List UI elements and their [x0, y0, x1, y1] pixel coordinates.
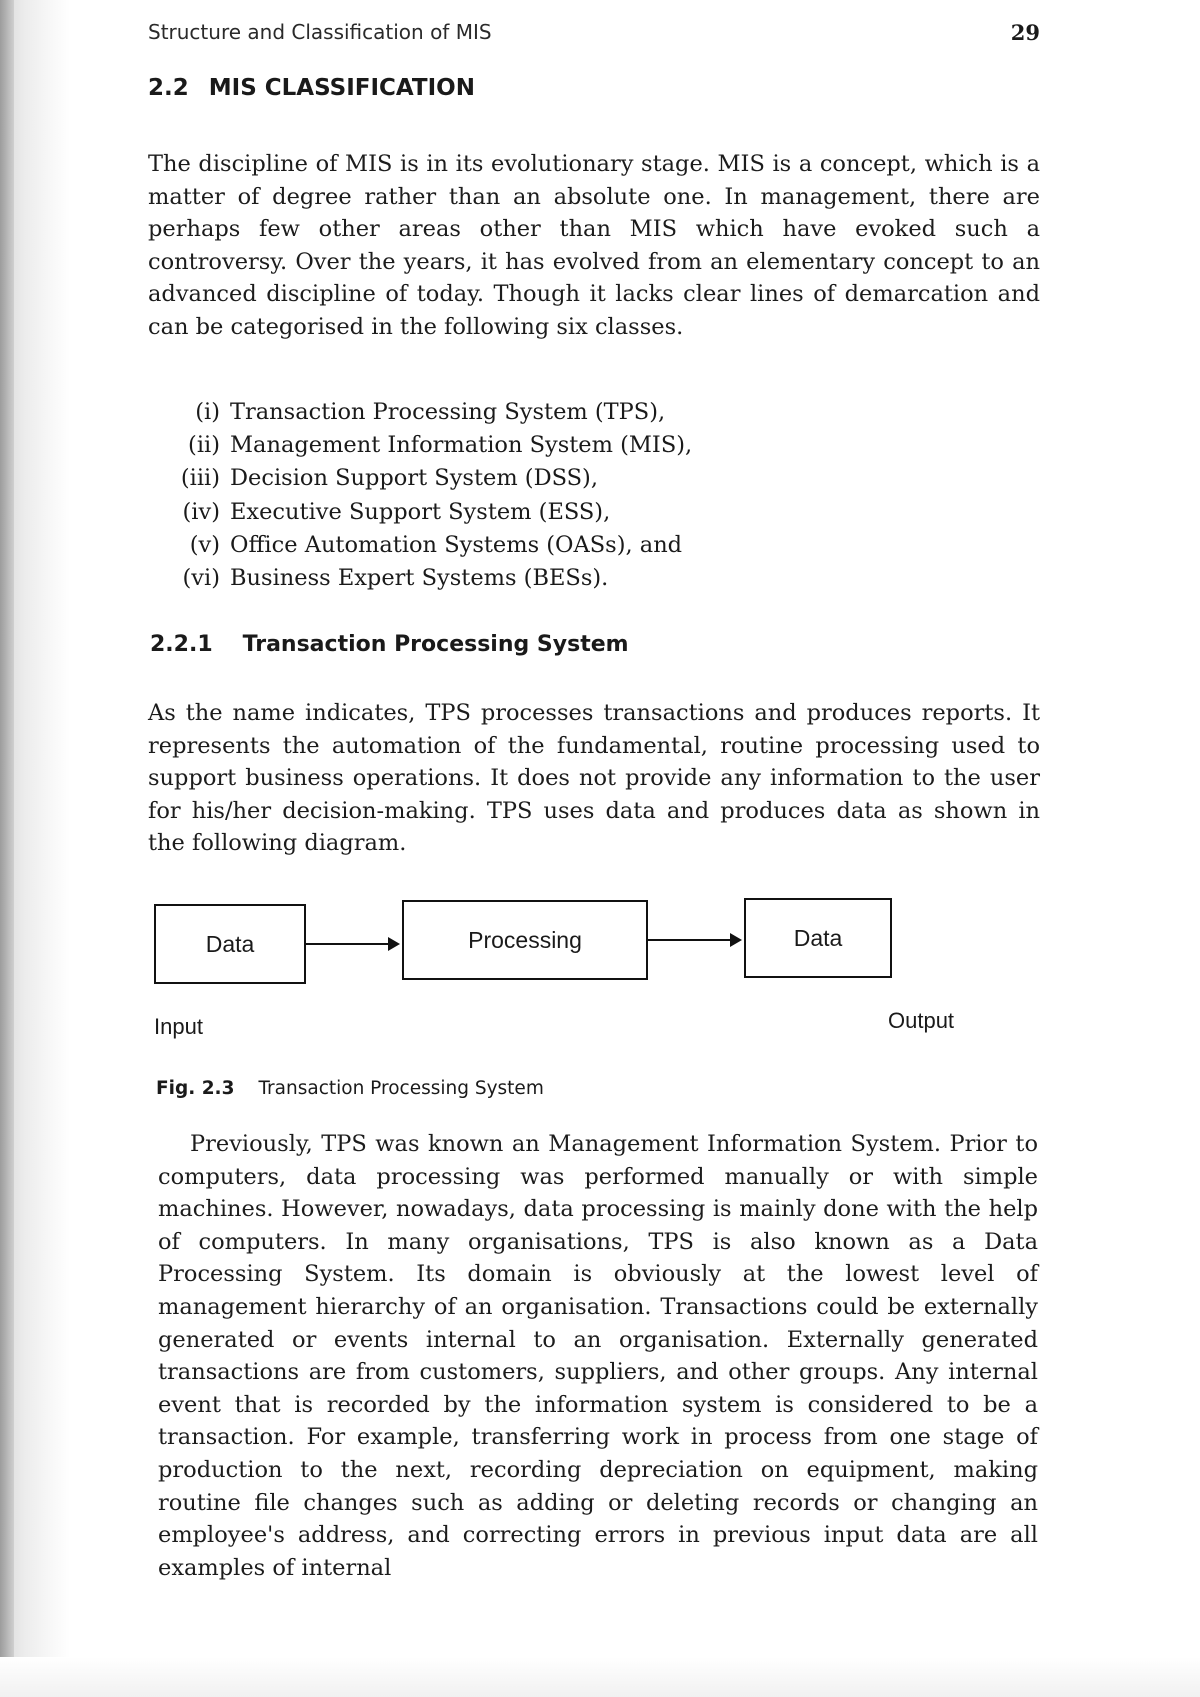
intro-paragraph: The discipline of MIS is in its evolutionary stage. MIS is a concept, which is a matter of degree rather than an absolute one. In management, there are perhaps few other areas other than MIS which have evoked such a controversy. Over the years, it has evolved from an elementary concept to an advanced discipline of today. Though it lacks clear lines of demarcation and can be categorised in the following six classes.	[148, 151, 1040, 340]
list-item	[148, 462, 848, 495]
tps-flow-diagram	[148, 890, 968, 1040]
list-item-text: Executive Support System (ESS),	[230, 498, 611, 525]
input-data-box	[154, 904, 306, 984]
section-title: MIS CLASSIFICATION	[208, 75, 475, 101]
figure-title: Transaction Processing System	[258, 1078, 544, 1099]
output-data-box	[744, 898, 892, 978]
list-marker: (iii)	[180, 465, 220, 492]
processing-label: Processing	[468, 926, 582, 953]
list-item-text: Decision Support System (DSS),	[230, 465, 598, 492]
list-marker: (vi)	[182, 565, 220, 592]
list-marker: (v)	[189, 531, 220, 558]
list-item	[148, 396, 848, 429]
output-data-label: Data	[793, 924, 843, 951]
input-data-label: Data	[205, 930, 255, 957]
list-item	[148, 562, 848, 595]
list-item-text: Office Automation Systems (OASs), and	[230, 531, 683, 558]
running-head	[148, 20, 1040, 50]
arrow-input-to-processing	[306, 943, 398, 945]
arrow-processing-to-output	[648, 939, 740, 941]
list-item	[148, 496, 848, 529]
list-item	[148, 429, 848, 462]
list-marker: (ii)	[188, 432, 220, 459]
tps-paragraph: As the name indicates, TPS processes transactions and produces reports. It represents the automation of the fundamental, routine processing used to support business operations. It does not provide any information to the user for his/her decision-making. TPS uses data and produces data as shown in the following diagram.	[148, 700, 1040, 857]
list-marker: (iv)	[182, 498, 220, 525]
list-item-text: Business Expert Systems (BESs).	[230, 565, 609, 592]
list-marker: (i)	[195, 399, 220, 425]
page-binding-edge	[0, 0, 14, 1697]
list-item-text: Management Information System (MIS),	[230, 432, 693, 459]
classification-list	[148, 396, 848, 595]
figure-number: Fig. 2.3	[156, 1078, 235, 1099]
page-bottom-shade	[0, 1657, 1200, 1697]
section-number: 2.2	[148, 75, 189, 101]
tps-history-paragraph: Previously, TPS was known an Management Information System. Prior to computers, data processing was performed manually or with simple machines. However, nowadays, data processing is mainly done with the help of computers. In many organisations, TPS is also known as a Data Processing System. Its domain is obviously at the lowest level of management hierarchy of an organisation. Transactions could be externally generated or events internal to an organisation. Externally generated transactions are from customers, suppliers, and other groups. Any internal event that is recorded by the information system is considered to be a transaction. For example, transferring work in process from one stage of production to the next, recording depreciation on equipment, making routine file changes such as adding or deleting records or changing an employee's address, and correcting errors in previous input data are all examples of internal	[158, 1131, 1038, 1581]
processing-box	[402, 900, 648, 980]
list-item-text: Transaction Processing System (TPS),	[230, 399, 666, 425]
page-number: 29	[1010, 20, 1040, 45]
subsection-number: 2.2.1	[150, 632, 213, 657]
running-title: Structure and Classification of MIS	[148, 20, 492, 44]
figure-caption	[156, 1078, 544, 1099]
subsection-heading	[150, 632, 629, 657]
subsection-title: Transaction Processing System	[242, 632, 629, 657]
list-item	[148, 529, 848, 562]
section-heading	[148, 75, 475, 101]
output-caption: Output	[888, 1008, 955, 1033]
input-caption: Input	[154, 1014, 203, 1039]
